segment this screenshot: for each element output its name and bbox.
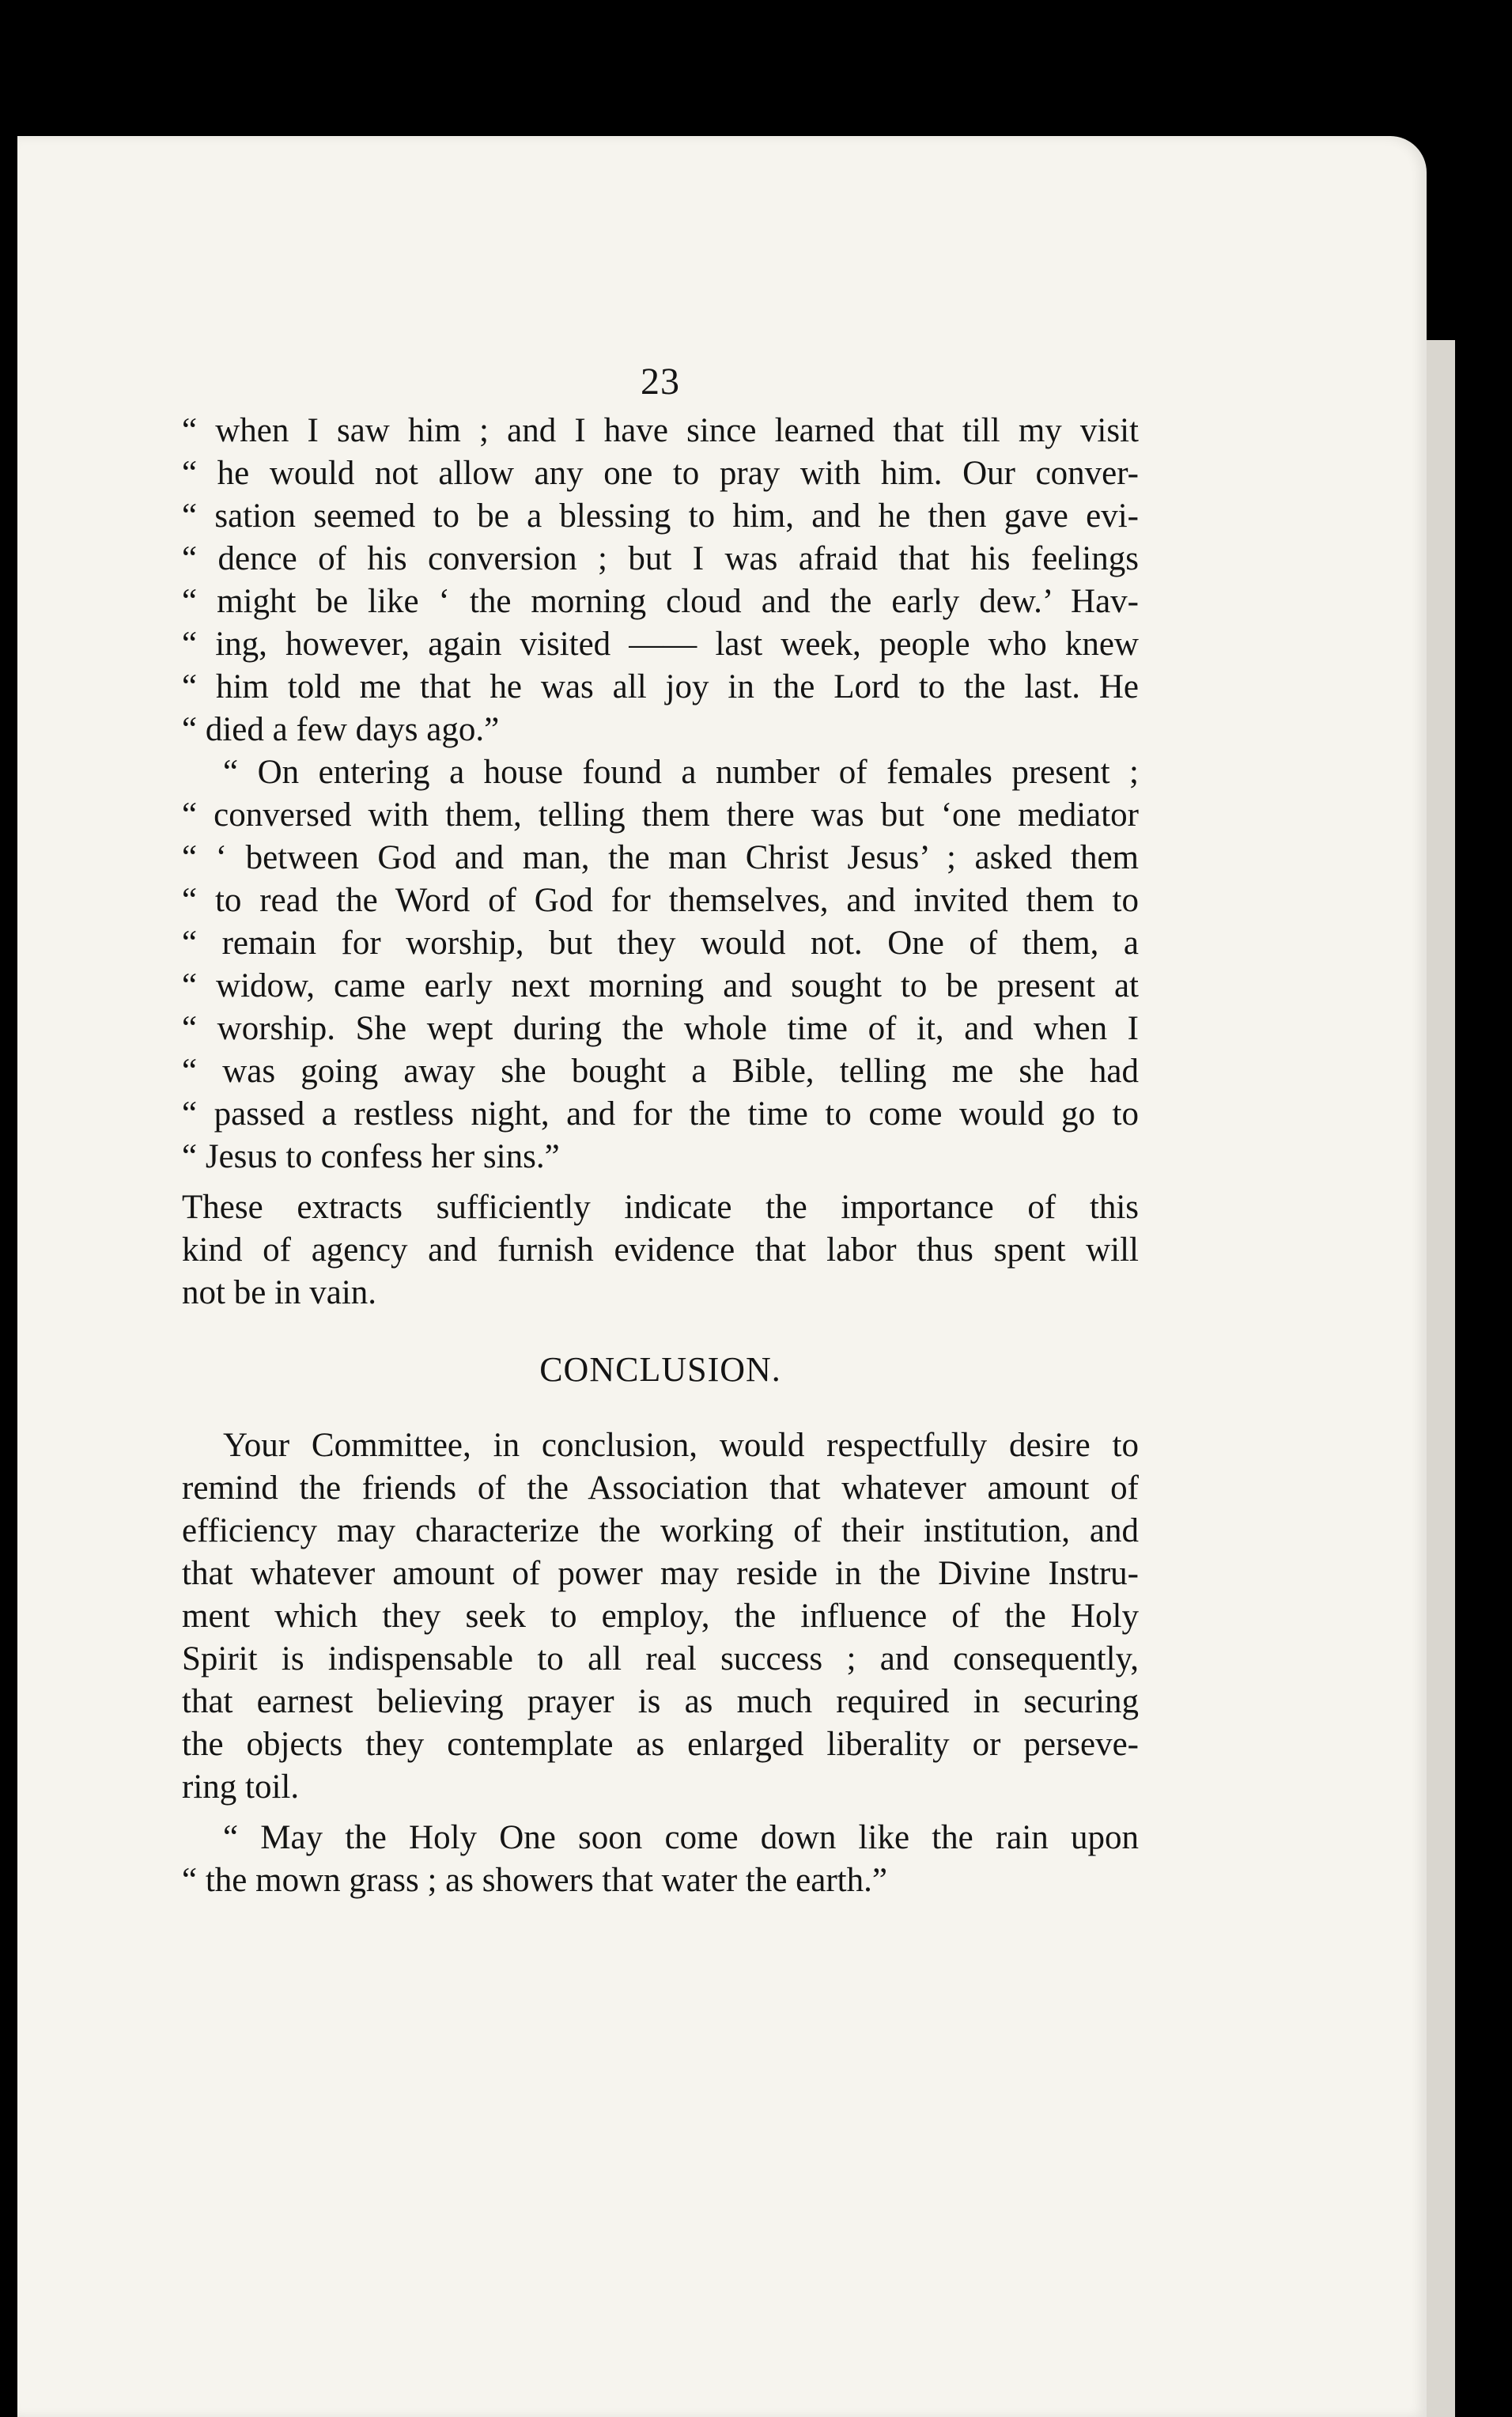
paragraph-quote-1: [182, 410, 1139, 751]
text-line: ring toil.: [182, 1768, 300, 1806]
text-line: “ ing, however, again visited —— last week, people who knew: [182, 626, 1139, 663]
text-line: efficiency may characterize the working of their institution, and: [182, 1512, 1139, 1549]
text-line: “ was going away she bought a Bible, telling me she had: [182, 1053, 1139, 1090]
text-line: the objects they contemplate as enlarged liberality or perseve-: [182, 1726, 1139, 1763]
text-line: “ to read the Word of God for themselves, and invited them to: [182, 882, 1139, 919]
paragraph-extracts: [182, 1186, 1139, 1314]
text-line: “ May the Holy One soon come down like the rain upon: [223, 1819, 1139, 1856]
text-line: that earnest believing prayer is as much required in securing: [182, 1683, 1139, 1720]
text-line: ment which they seek to employ, the influence of the Holy: [182, 1598, 1139, 1635]
text-line: “ when I saw him ; and I have since learned that till my visit: [182, 412, 1139, 449]
text-line: “ passed a restless night, and for the time to come would go to: [182, 1095, 1139, 1133]
page-text: [182, 360, 1139, 1902]
text-line: Your Committee, in conclusion, would respectfully desire to: [223, 1427, 1139, 1464]
paragraph-quote-2: [182, 751, 1139, 1178]
text-line: “ On entering a house found a number of females present ;: [223, 754, 1139, 791]
text-line: remind the friends of the Association that whatever amount of: [182, 1469, 1139, 1507]
text-line: “ died a few days ago.”: [182, 711, 500, 748]
spacer: [182, 1809, 1139, 1817]
text-line: “ sation seemed to be a blessing to him, and he then gave evi-: [182, 497, 1139, 535]
text-line: “ Jesus to confess her sins.”: [182, 1138, 560, 1175]
text-line: Spirit is indispensable to all real success ; and consequently,: [182, 1640, 1139, 1678]
text-line: “ worship. She wept during the whole time of it, and when I: [182, 1010, 1139, 1047]
text-line: “ might be like ‘ the morning cloud and the early dew.’ Hav-: [182, 583, 1139, 620]
text-line: “ the mown grass ; as showers that water the earth.”: [182, 1862, 887, 1899]
spacer: [182, 1178, 1139, 1186]
text-line: not be in vain.: [182, 1274, 377, 1311]
section-heading: CONCLUSION.: [539, 1350, 781, 1389]
text-line: kind of agency and furnish evidence that labor thus spent will: [182, 1231, 1139, 1269]
text-line: “ widow, came early next morning and sought to be present at: [182, 967, 1139, 1004]
text-line: “ dence of his conversion ; but I was afraid that his feelings: [182, 540, 1139, 577]
text-line: These extracts sufficiently indicate the importance of this: [182, 1189, 1139, 1226]
text-line: “ remain for worship, but they would not. One of them, a: [182, 925, 1139, 962]
page-number: 23: [641, 361, 680, 403]
text-line: that whatever amount of power may reside in the Divine Instru-: [182, 1555, 1139, 1592]
paragraph-conclusion: [182, 1424, 1139, 1809]
paragraph-closing-quote: [182, 1817, 1139, 1902]
text-line: “ him told me that he was all joy in the Lord to the last. He: [182, 668, 1139, 705]
text-line: “ conversed with them, telling them there was but ‘one mediator: [182, 796, 1139, 834]
text-line: “ he would not allow any one to pray with him. Our conver-: [182, 455, 1139, 492]
text-line: “ ‘ between God and man, the man Christ Jesus’ ; asked them: [182, 839, 1139, 876]
